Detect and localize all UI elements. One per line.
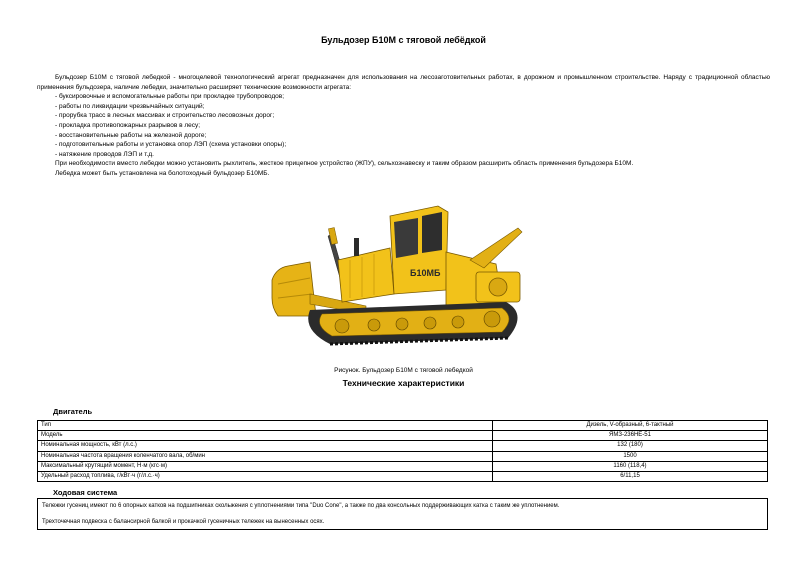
spec-label: Тип xyxy=(38,421,493,431)
spec-label: Номинальная мощность, кВт (л.с.) xyxy=(38,441,493,451)
table-row xyxy=(38,431,768,441)
spec-value: 1160 (118,4) xyxy=(493,461,768,471)
list-item: - восстановительные работы на железной дороге; xyxy=(55,131,207,139)
bulldozer-figure xyxy=(270,198,535,358)
document-title: Бульдозер Б10М с тяговой лебёдкой xyxy=(321,35,486,45)
chassis-text-line: Трехточечная подвеска с балансирной балкой и прокачкой гусеничных тележек на вынесенных осях. xyxy=(42,519,325,525)
usage-list xyxy=(37,92,770,159)
spec-label: Номинальная частота вращения коленчатого вала, об/мин xyxy=(38,451,493,461)
intro-text xyxy=(37,73,770,179)
table-row xyxy=(38,451,768,461)
intro-paragraph-attachments: При необходимости вместо лебедки можно установить рыхлитель, жесткое прицепное устройство (ЖПУ), сельхознавеску и таким образом расширить область применения бульдозера Б10М. xyxy=(55,160,634,168)
list-item: - натяжение проводов ЛЭП и т.д. xyxy=(55,150,154,158)
chassis-heading: Ходовая система xyxy=(53,488,118,497)
list-item: - прокладка противопожарных разрывов в лесу; xyxy=(55,121,201,129)
cab-label: Б10МБ xyxy=(410,268,441,278)
spec-value: 1500 xyxy=(493,451,768,461)
engine-table xyxy=(37,420,768,482)
spec-label: Модель xyxy=(38,431,493,441)
table-row xyxy=(38,471,768,481)
intro-paragraph: Бульдозер Б10М с тяговой лебедкой - многоцелевой технологический агрегат предназначен для использования на лесозаготовительных работах, в дорожном и промышленном строительстве. Наряду с традиционной областью применения бульдозера, наличие лебедки, значительно расширяет технические возможности агрегата: xyxy=(37,74,770,91)
spec-label: Максимальный крутящий момент, Н·м (кгс·м) xyxy=(38,461,493,471)
spec-value: 6/11,15 xyxy=(493,471,768,481)
table-row xyxy=(38,421,768,431)
chassis-box xyxy=(37,498,768,530)
engine-heading: Двигатель xyxy=(53,407,93,416)
list-item: - прорубка трасс в лесных массивах и строительство лесовозных дорог; xyxy=(55,112,275,120)
list-item: - буксировочные и вспомогательные работы при прокладке трубопроводов; xyxy=(55,93,285,101)
figure-caption: Рисунок. Бульдозер Б10М с тяговой лебедкой xyxy=(334,367,473,374)
table-row xyxy=(38,461,768,471)
spec-label: Удельный расход топлива, г/кВт·ч (г/л.с.·ч) xyxy=(38,471,493,481)
list-item: - работы по ликвидации чрезвычайных ситуаций; xyxy=(55,102,205,110)
intro-paragraph-swamp: Лебедка может быть установлена на болотоходный бульдозер Б10МБ. xyxy=(55,169,270,177)
chassis-text-line: Тележки гусениц имеют по 6 опорных катков на подшипниках скольжения с уплотнениями типа "Duo Cone", а также по два консольных поддерживающих катка с таким же уплотнением. xyxy=(42,503,560,509)
specs-title: Технические характеристики xyxy=(342,378,465,388)
table-row xyxy=(38,441,768,451)
list-item: - подготовительные работы и установка опор ЛЭП (схема установки опоры); xyxy=(55,141,287,149)
spec-value: ЯМЗ-236НЕ-51 xyxy=(493,431,768,441)
spec-value: Дизель, V-образный, 6-тактный xyxy=(493,421,768,431)
bulldozer-illustration xyxy=(270,198,535,358)
spec-value: 132 (180) xyxy=(493,441,768,451)
